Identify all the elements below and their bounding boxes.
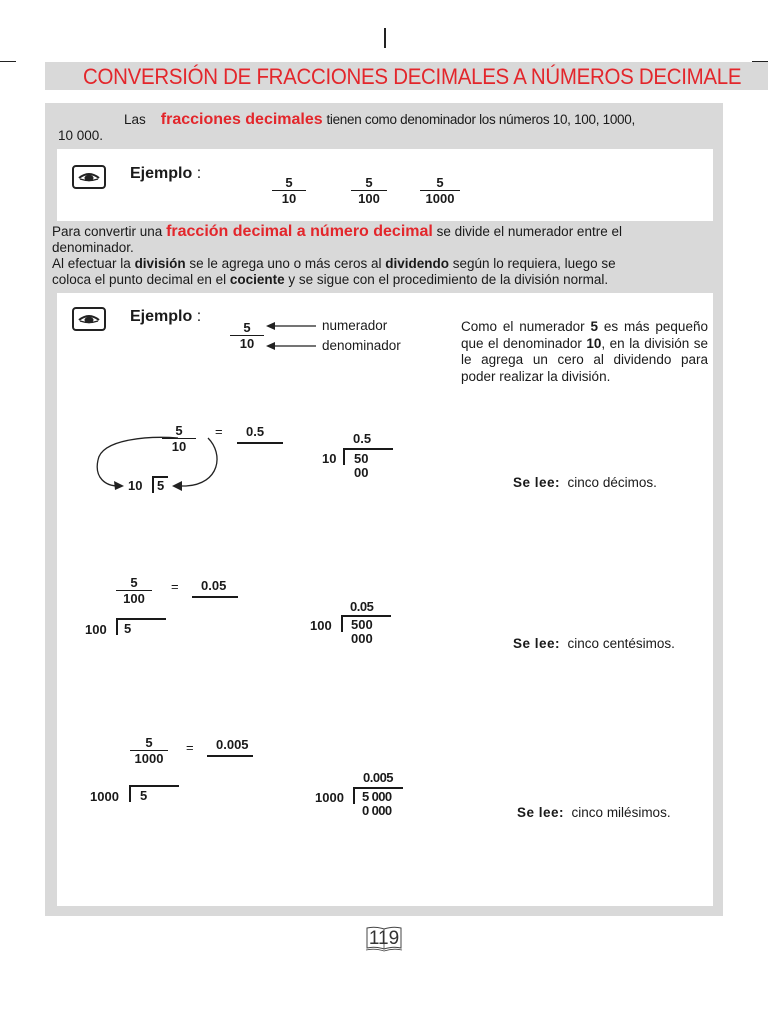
- conversion-2-result: 0.05: [201, 578, 227, 593]
- conversion-1-reading: [513, 475, 657, 490]
- conversion-1-long-remainder: 00: [354, 465, 369, 480]
- division-bracket-top: [116, 618, 166, 620]
- fraction-5-100: [351, 175, 387, 206]
- equals-sign: =: [186, 740, 194, 755]
- conversion-2-fraction: [116, 575, 152, 606]
- fraction-5-10: [272, 175, 306, 206]
- intro-line2: 10 000.: [58, 128, 104, 143]
- fraction-numerator: 5: [130, 735, 168, 751]
- fraction-denominator: 100: [123, 591, 145, 606]
- result-underline: [237, 442, 283, 444]
- example-colon: :: [196, 165, 202, 182]
- division-bracket: [343, 448, 345, 465]
- eye-button-2: [72, 307, 106, 331]
- conversion-3-setup-divisor: 1000: [90, 789, 119, 804]
- conversion-1-setup-dividend: 5: [157, 478, 165, 493]
- title-bar: [45, 62, 768, 90]
- left-arrow-icon: [266, 340, 318, 352]
- fraction-numerator: 5: [351, 175, 387, 191]
- crop-mark-left: [0, 61, 16, 62]
- rule-p2-d: dividendo: [385, 256, 449, 271]
- explain-a: Como el numerador: [461, 319, 585, 334]
- fraction-denominator: 1000: [425, 191, 455, 206]
- conversion-2-setup-divisor: 100: [85, 622, 107, 637]
- result-underline: [192, 596, 238, 598]
- rule-p1-line2: denominador.: [52, 240, 134, 255]
- conversion-1-result: 0.5: [246, 424, 265, 439]
- explain-b: 5: [590, 319, 598, 334]
- fraction-numerator: 5: [116, 575, 152, 591]
- reads-label: Se lee:: [517, 805, 565, 820]
- conversion-2-long-divisor: 100: [310, 618, 332, 633]
- rule-p1-pre: Para convertir una: [52, 224, 163, 239]
- fraction-denominator: 1000: [134, 751, 164, 766]
- division-bracket-top: [343, 448, 393, 450]
- rule-paragraph: [52, 224, 718, 288]
- equals-sign: =: [171, 579, 179, 594]
- division-bracket: [353, 787, 355, 804]
- example-label: Ejemplo: [130, 165, 193, 182]
- fraction-denominator: 10: [171, 439, 187, 454]
- result-underline: [207, 755, 253, 757]
- intro-pre: Las: [124, 112, 146, 127]
- conversion-2-setup-dividend: 5: [124, 621, 132, 636]
- conversion-1-long-divisor: 10: [322, 451, 337, 466]
- rule-p2-e: según lo requiera, luego se: [452, 256, 616, 271]
- fraction-numerator: 5: [272, 175, 306, 191]
- eye-button-1: [72, 165, 106, 189]
- conversion-3-setup-dividend: 5: [140, 788, 148, 803]
- rule-p2-c: se le agrega uno o más ceros al: [189, 256, 382, 271]
- fraction-parts-diagram: [230, 320, 264, 351]
- conversion-3-long-divisor: 1000: [315, 790, 344, 805]
- conversion-2-reading: [513, 636, 675, 651]
- reads-label: Se lee:: [513, 636, 561, 651]
- explanation-text: [461, 319, 708, 385]
- conversion-1-long-quotient: 0.5: [353, 431, 372, 446]
- example-colon: :: [196, 308, 202, 325]
- example-heading-1: [130, 165, 201, 183]
- example-heading-2: [130, 308, 201, 326]
- rule-p1-post: se divide el numerador entre el: [436, 224, 622, 239]
- conversion-3-long-quotient: 0.005: [363, 770, 394, 785]
- intro-highlight: fracciones decimales: [160, 111, 323, 128]
- conversion-3-fraction: [130, 735, 168, 766]
- page-title: CONVERSIÓN DE FRACCIONES DECIMALES A NÚMEROS DECIMALE: [83, 64, 742, 89]
- rule-p1-highlight: fracción decimal a número decimal: [166, 223, 433, 240]
- reads-label: Se lee:: [513, 475, 561, 490]
- eye-icon: [74, 309, 104, 329]
- eye-icon: [74, 167, 104, 187]
- conversion-2-long-dividend: 500: [351, 617, 373, 632]
- explain-d: 10: [586, 335, 602, 351]
- fraction-numerator: 5: [162, 423, 196, 439]
- conversion-2-long-quotient: 0.05: [350, 599, 374, 614]
- rule-p2-g: cociente: [229, 272, 285, 287]
- explain-c: es más pequeño que el denominador: [461, 319, 708, 351]
- example-label: Ejemplo: [130, 308, 193, 325]
- rule-p2-a: Al efectuar la: [52, 256, 131, 271]
- reads-text: cinco milésimos.: [571, 805, 671, 820]
- conversion-3-result: 0.005: [216, 737, 249, 752]
- fraction-5-1000: [420, 175, 460, 206]
- fraction-numerator: 5: [420, 175, 460, 191]
- division-bracket: [129, 785, 131, 802]
- division-bracket: [341, 615, 343, 632]
- conversion-2-long-remainder: 000: [351, 631, 373, 646]
- reads-text: cinco décimos.: [567, 475, 657, 490]
- explain-e: , en la división se le agrega un cero al dividendo para poder realizar la división.: [461, 335, 708, 384]
- conversion-1-setup-divisor: 10: [128, 478, 143, 493]
- fraction-denominator: 10: [239, 336, 255, 351]
- conversion-3-reading: [517, 805, 671, 820]
- division-bracket: [116, 618, 118, 635]
- conversion-3-long-remainder: 0 000: [362, 803, 392, 818]
- fraction-numerator: 5: [230, 320, 264, 336]
- fraction-denominator: 100: [358, 191, 380, 206]
- crop-mark-top-center: [384, 28, 386, 48]
- division-bracket: [152, 476, 154, 493]
- left-arrow-icon: [266, 320, 318, 332]
- intro-post: tienen como denominador los números 10, 100, 1000,: [326, 112, 635, 127]
- page-number: 119: [368, 928, 400, 949]
- division-bracket-top: [129, 785, 179, 787]
- rule-p2-f: coloca el punto decimal en el: [52, 272, 227, 287]
- conversion-1-long-dividend: 50: [354, 451, 369, 466]
- conversion-3-long-dividend: 5 000: [362, 789, 392, 804]
- equals-sign: =: [215, 424, 223, 439]
- rule-p2-h: y se sigue con el procedimiento de la división normal.: [288, 272, 609, 287]
- denominator-label: denominador: [322, 338, 401, 353]
- fraction-denominator: 10: [281, 191, 297, 206]
- numerator-label: numerador: [322, 318, 388, 333]
- rule-p2-b: división: [134, 256, 186, 271]
- intro-paragraph: [58, 112, 718, 144]
- reads-text: cinco centésimos.: [567, 636, 675, 651]
